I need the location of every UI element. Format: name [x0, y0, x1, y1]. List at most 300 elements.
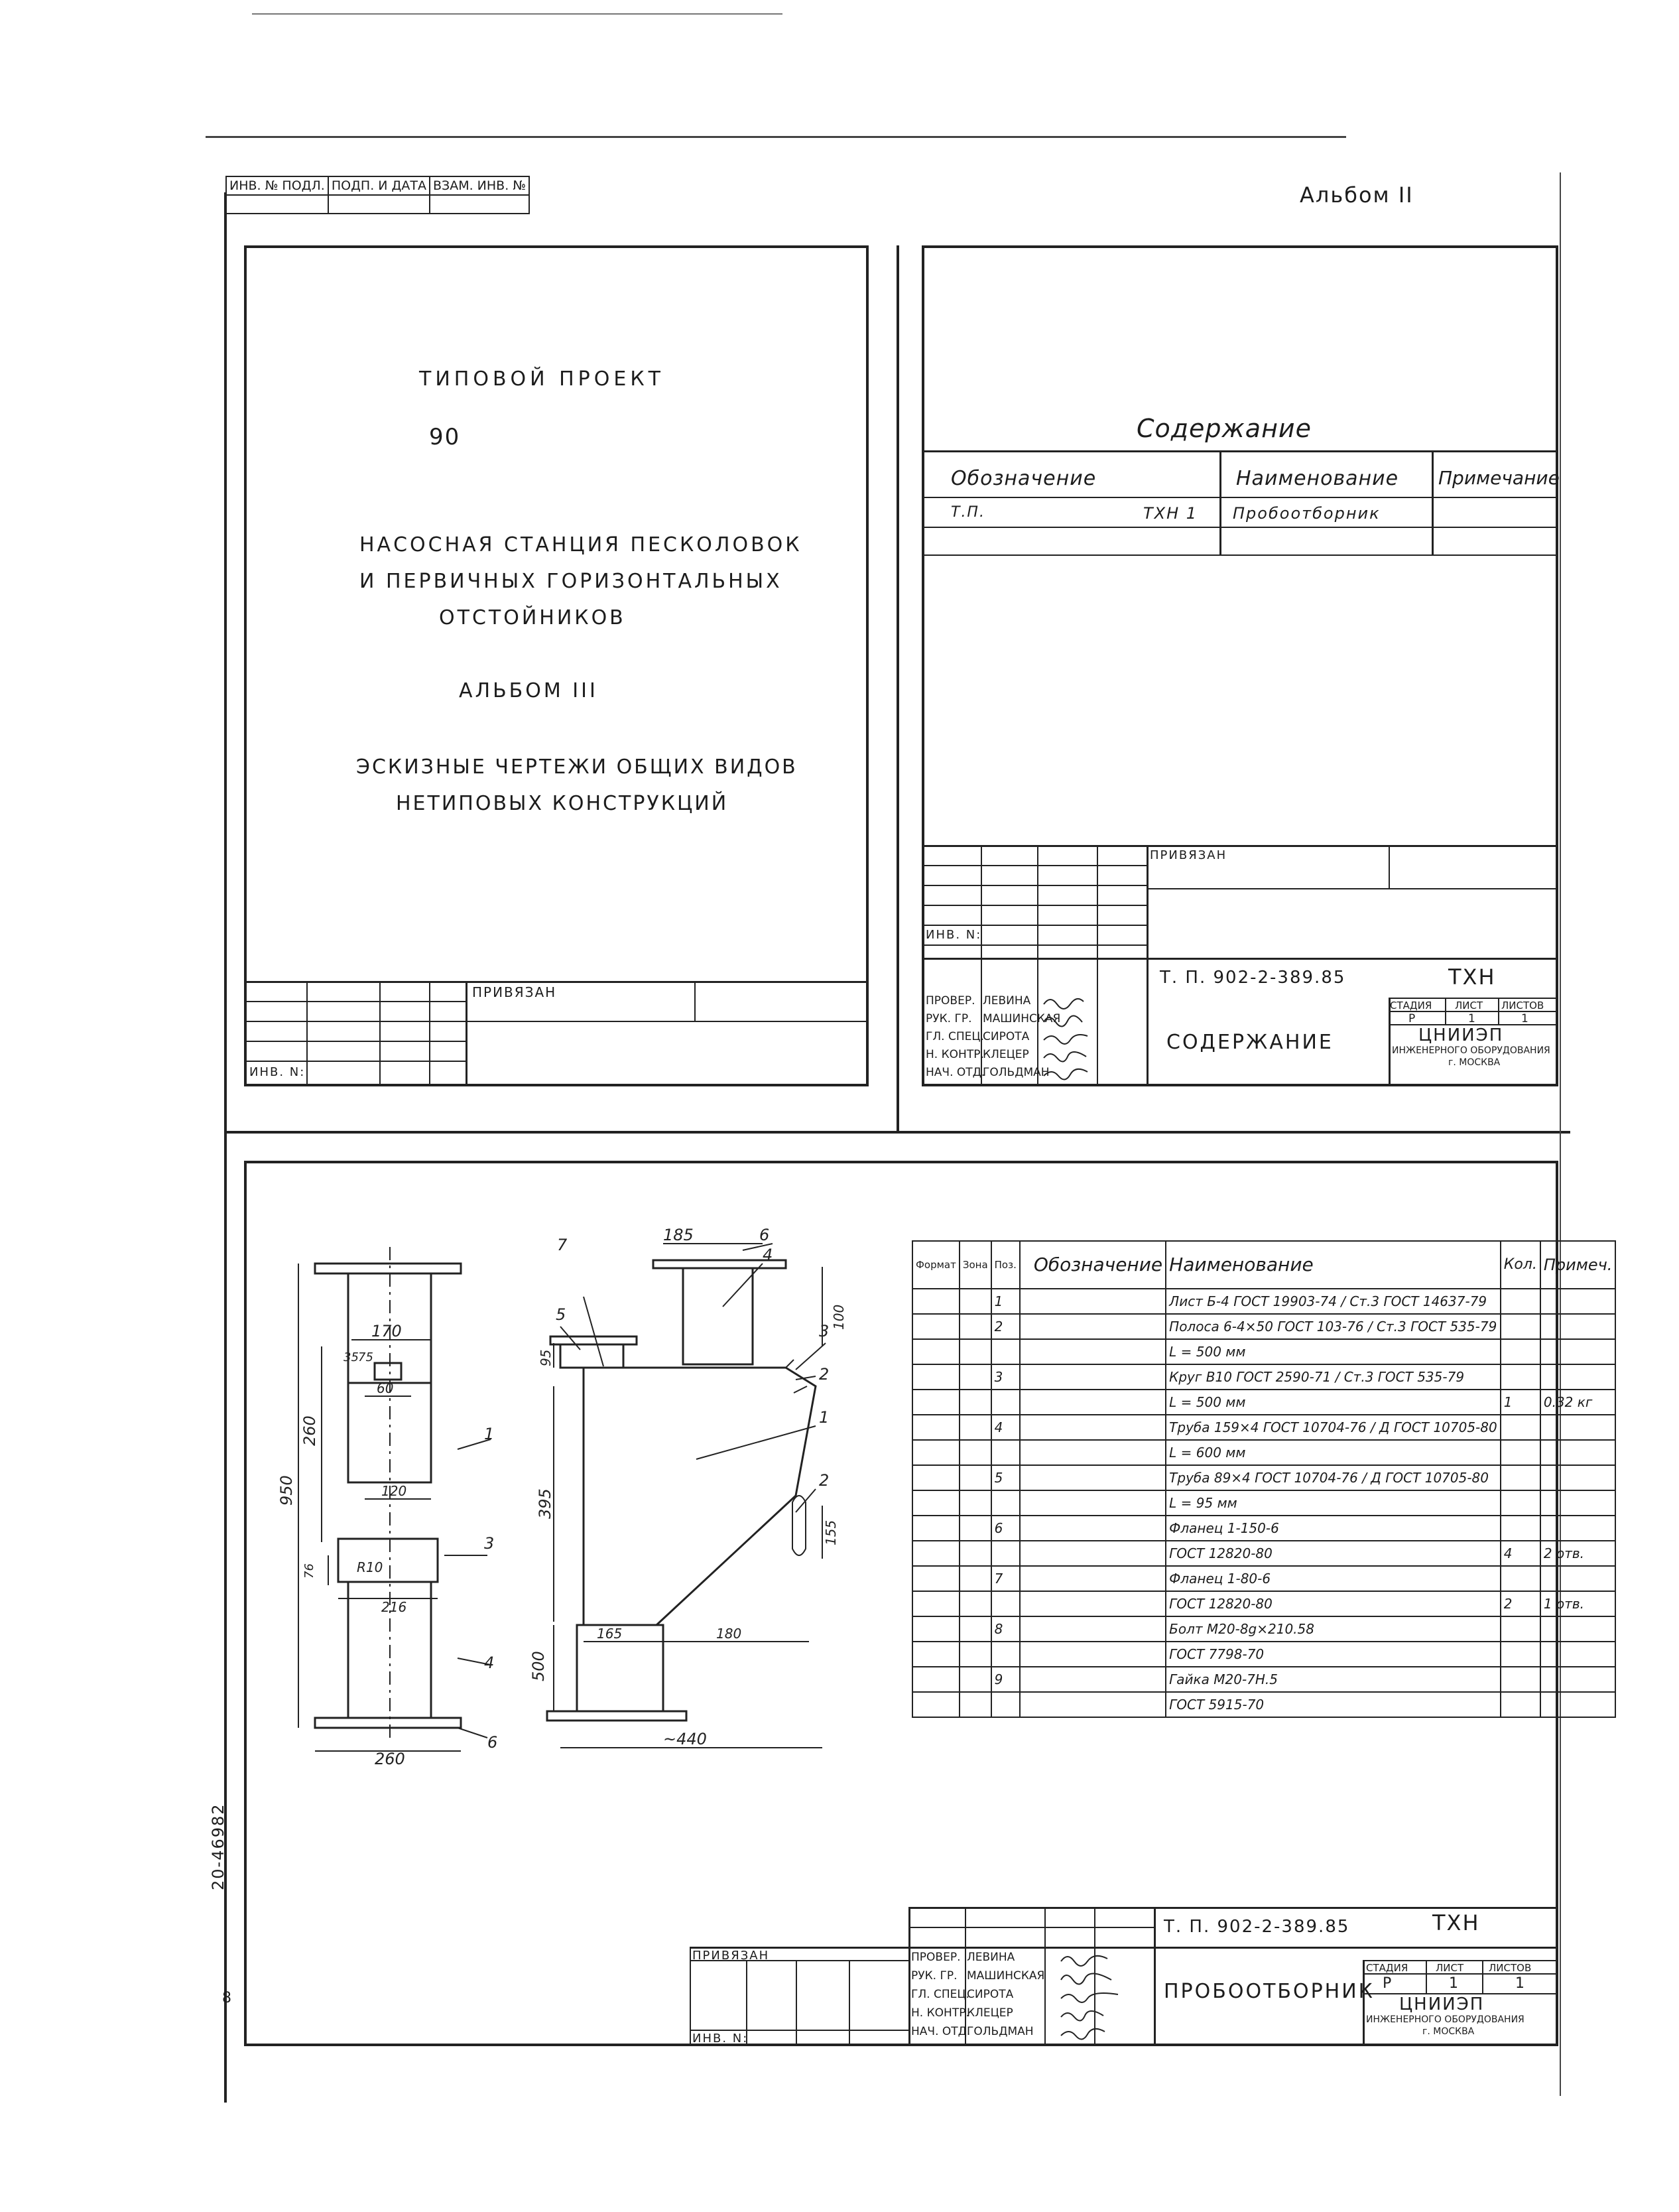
stamp2-line — [908, 1927, 1154, 1928]
dim-170: 170 — [371, 1322, 402, 1340]
stamp1-person: ГОЛЬДМАН — [983, 1066, 1050, 1079]
spec-cell-empty — [1020, 1390, 1166, 1415]
title-line-3: НАСОСНАЯ СТАНЦИЯ ПЕСКОЛОВОК — [359, 533, 802, 556]
stamp1-line — [1147, 888, 1556, 889]
callout-4-right: 4 — [763, 1246, 773, 1264]
spec-cell-pos: 5 — [991, 1465, 1020, 1490]
spec-cell-pos — [991, 1591, 1020, 1616]
spec-cell-empty — [960, 1667, 991, 1692]
spec-cell-qty — [1501, 1490, 1540, 1516]
vzam-inv-label: ВЗАМ. ИНВ. № — [430, 176, 529, 195]
spec-cell-note: 2 отв. — [1540, 1541, 1616, 1566]
spec-cell-empty — [960, 1591, 991, 1616]
stamp2-col — [796, 1960, 797, 2046]
ts-stamp-col — [694, 981, 696, 1021]
title-line-1: ТИПОВОЙ ПРОЕКТ — [419, 367, 664, 391]
spec-row — [912, 1667, 1615, 1692]
ts-stamp-col — [379, 981, 381, 1084]
spec-cell-qty — [1501, 1516, 1540, 1541]
stamp1-line — [1389, 998, 1556, 999]
album-corner-label: Альбом II — [1300, 182, 1414, 208]
stamp2-roles — [911, 1948, 970, 2041]
callout-7-right: 7 — [557, 1236, 568, 1254]
spec-cell-empty — [1020, 1289, 1166, 1314]
spec-cell-qty: 2 — [1501, 1591, 1540, 1616]
spec-cell-empty — [1020, 1667, 1166, 1692]
stamp2-col — [1363, 1960, 1365, 2046]
spec-cell-empty — [912, 1516, 960, 1541]
spec-cell-note — [1540, 1339, 1616, 1364]
spec-header-name: Наименование — [1166, 1241, 1501, 1289]
contents-rule — [924, 527, 1556, 528]
dim-260-h: 260 — [375, 1750, 405, 1768]
dim-155: 155 — [823, 1520, 839, 1545]
spec-row — [912, 1516, 1615, 1541]
stamp1-col — [1498, 998, 1499, 1024]
spec-cell-empty — [912, 1390, 960, 1415]
podp-data-label: ПОДП. И ДАТА — [328, 176, 430, 195]
spec-cell-pos: 9 — [991, 1667, 1020, 1692]
dim-100: 100 — [831, 1304, 847, 1330]
dim-75: 75 — [358, 1350, 373, 1364]
contents-row-name: Пробоотборник — [1233, 504, 1381, 523]
spec-cell-name: Труба 89×4 ГОСТ 10704-76 / Д ГОСТ 10705-80 — [1166, 1465, 1501, 1490]
callout-6-right: 6 — [759, 1226, 770, 1244]
stamp1-col — [1097, 845, 1098, 1084]
spec-cell-empty — [960, 1642, 991, 1667]
top-stamp — [225, 176, 530, 214]
stamp2-line — [690, 2030, 908, 2031]
spec-row — [912, 1566, 1615, 1591]
spec-cell-empty — [912, 1642, 960, 1667]
dim-950: 950 — [277, 1475, 296, 1506]
stamp1-stadiya: СТАДИЯ — [1390, 1000, 1432, 1011]
spec-cell-pos — [991, 1490, 1020, 1516]
ts-stamp-line — [247, 1001, 466, 1002]
spec-cell-pos: 3 — [991, 1364, 1020, 1390]
spec-cell-note — [1540, 1415, 1616, 1440]
sampler-drawing — [259, 1187, 922, 1784]
title-line-5: ОТСТОЙНИКОВ — [439, 606, 626, 629]
spec-cell-empty — [912, 1490, 960, 1516]
spec-row — [912, 1541, 1615, 1566]
bottom-flange-right — [547, 1711, 686, 1721]
ts-stamp-col — [429, 981, 430, 1084]
spec-cell-qty — [1501, 1415, 1540, 1440]
stamp1-mark: ТХН — [1448, 964, 1496, 990]
dim-500: 500 — [529, 1651, 548, 1681]
stamp1-org-sub: ИНЖЕНЕРНОГО ОБОРУДОВАНИЯ — [1392, 1045, 1550, 1056]
spec-header-note: Примеч. — [1540, 1241, 1616, 1289]
ts-stamp-col — [306, 981, 308, 1084]
stamp1-line — [924, 885, 1147, 886]
strip-loop — [338, 1539, 438, 1582]
callout-3-left: 3 — [484, 1534, 495, 1553]
stamp2-person: КЛЕЦЕР — [967, 2006, 1013, 2020]
stamp2-col — [1482, 1960, 1483, 1993]
spec-cell-empty — [960, 1339, 991, 1364]
spec-cell-name: L = 600 мм — [1166, 1440, 1501, 1465]
spec-row — [912, 1490, 1615, 1516]
dim-95: 95 — [538, 1349, 554, 1366]
scan-artifact — [206, 136, 1346, 138]
stamp2 — [690, 1907, 1558, 2046]
spec-cell-empty — [912, 1440, 960, 1465]
scan-artifact — [252, 13, 782, 15]
callout-1-right: 1 — [819, 1408, 830, 1427]
spec-cell-empty — [1020, 1490, 1166, 1516]
pipe-right — [683, 1268, 753, 1364]
stamp2-col — [1426, 1960, 1427, 1993]
spec-row — [912, 1465, 1615, 1490]
spec-cell-qty — [1501, 1566, 1540, 1591]
stamp2-signatures — [1048, 1948, 1147, 2044]
stamp2-code: Т. П. 902-2-389.85 — [1164, 1917, 1350, 1937]
spec-cell-note — [1540, 1314, 1616, 1339]
spec-cell-note — [1540, 1465, 1616, 1490]
ts-stamp-line — [247, 1061, 466, 1062]
stamp1-role: ПРОВЕР. — [926, 994, 975, 1008]
callout-1-left: 1 — [484, 1425, 495, 1443]
stamp2-list: ЛИСТ — [1436, 1962, 1464, 1974]
contents-sheet — [922, 245, 1558, 1086]
callout-2b-right: 2 — [819, 1365, 830, 1384]
spec-cell-qty: 4 — [1501, 1541, 1540, 1566]
spec-cell-note — [1540, 1692, 1616, 1717]
stamp2-org-city: г. МОСКВА — [1422, 2026, 1475, 2037]
spec-row — [912, 1289, 1615, 1314]
spec-cell-name: L = 95 мм — [1166, 1490, 1501, 1516]
spec-cell-pos: 2 — [991, 1314, 1020, 1339]
spec-cell-note — [1540, 1566, 1616, 1591]
spec-cell-empty — [960, 1516, 991, 1541]
spec-cell-empty — [912, 1566, 960, 1591]
spec-cell-qty — [1501, 1642, 1540, 1667]
spec-cell-qty — [1501, 1692, 1540, 1717]
bottom-flange — [315, 1718, 461, 1728]
spec-header-format: Формат — [912, 1241, 960, 1289]
stamp2-person: ГОЛЬДМАН — [967, 2025, 1034, 2038]
title-line-4: И ПЕРВИЧНЫХ ГОРИЗОНТАЛЬНЫХ — [359, 570, 782, 593]
spec-cell-empty — [960, 1490, 991, 1516]
stamp1-code: Т. П. 902-2-389.85 — [1160, 968, 1346, 988]
stamp2-list-value: 1 — [1449, 1975, 1460, 1992]
spec-cell-empty — [1020, 1465, 1166, 1490]
stamp1-role: РУК. ГР. — [926, 1012, 972, 1025]
stamp2-org: ЦНИИЭП — [1399, 1994, 1485, 2014]
callout-2-right: 2 — [819, 1471, 830, 1490]
spec-cell-empty — [960, 1415, 991, 1440]
spec-cell-empty — [1020, 1692, 1166, 1717]
spec-cell-pos: 8 — [991, 1616, 1020, 1642]
ts-stamp-col — [466, 981, 467, 1084]
stamp2-person: МАШИНСКАЯ — [967, 1969, 1045, 1983]
spec-cell-qty — [1501, 1616, 1540, 1642]
ts-privyazan: ПРИВЯЗАН — [472, 984, 557, 1000]
spec-header-designation: Обозначение — [1020, 1241, 1166, 1289]
stamp1-list-value: 1 — [1468, 1012, 1477, 1025]
spec-cell-name: L = 500 мм — [1166, 1339, 1501, 1364]
spec-cell-note — [1540, 1440, 1616, 1465]
stamp1-org: ЦНИИЭП — [1418, 1025, 1504, 1045]
stamp2-top — [908, 1907, 1558, 1909]
contents-col — [1219, 450, 1221, 554]
stamp1-mid — [924, 958, 1556, 960]
spec-cell-empty — [960, 1616, 991, 1642]
spec-cell-pos: 7 — [991, 1566, 1020, 1591]
stamp1-person: КЛЕЦЕР — [983, 1048, 1029, 1061]
spec-cell-empty — [1020, 1616, 1166, 1642]
spec-cell-empty — [1020, 1339, 1166, 1364]
spec-cell-name: Гайка М20-7Н.5 — [1166, 1667, 1501, 1692]
spec-header-qty: Кол. — [1501, 1241, 1540, 1289]
title-sheet — [244, 245, 869, 1086]
spec-row — [912, 1314, 1615, 1339]
stamp1-line — [924, 944, 1147, 946]
dim-185: 185 — [663, 1226, 694, 1244]
spec-cell-empty — [912, 1364, 960, 1390]
stamp2-line — [1363, 1960, 1558, 1961]
ts-stamp-line — [247, 1041, 466, 1042]
spec-cell-name: Фланец 1-80-6 — [1166, 1566, 1501, 1591]
contents-title: Содержание — [1137, 414, 1312, 443]
title-line-2: 90 — [429, 424, 461, 450]
spec-cell-note — [1540, 1490, 1616, 1516]
callout-5-right: 5 — [556, 1305, 566, 1324]
branch-flange — [550, 1336, 637, 1344]
spec-cell-pos — [991, 1541, 1020, 1566]
stamp2-col — [690, 1947, 691, 2046]
stamp1-col — [1147, 845, 1149, 1084]
stamp2-col — [849, 1960, 850, 2046]
spec-cell-name: ГОСТ 5915-70 — [1166, 1692, 1501, 1717]
contents-rule — [924, 450, 1556, 452]
spec-cell-qty — [1501, 1364, 1540, 1390]
stamp2-org-sub: ИНЖЕНЕРНОГО ОБОРУДОВАНИЯ — [1366, 2014, 1524, 2025]
spec-header-pos: Поз. — [991, 1241, 1020, 1289]
spec-cell-qty — [1501, 1289, 1540, 1314]
dim-395: 395 — [536, 1488, 554, 1519]
spec-cell-note — [1540, 1616, 1616, 1642]
frame-center-line — [897, 245, 899, 1131]
stamp1-signatures — [1038, 992, 1095, 1082]
callout-6-left: 6 — [487, 1733, 498, 1752]
handle-top — [375, 1363, 401, 1380]
spec-cell-empty — [960, 1541, 991, 1566]
spec-cell-empty — [1020, 1440, 1166, 1465]
stamp1-inv: ИНВ. N: — [926, 928, 982, 942]
stamp2-stadiya-value: Р — [1383, 1975, 1393, 1992]
stamp2-col — [1154, 1907, 1156, 2046]
spec-cell-note — [1540, 1642, 1616, 1667]
stamp2-role: ПРОВЕР. — [911, 1951, 961, 1964]
contents-rule — [924, 497, 1556, 498]
stamp1-stadiya-value: Р — [1408, 1012, 1417, 1025]
dim-120: 120 — [381, 1483, 407, 1499]
spec-cell-empty — [960, 1692, 991, 1717]
spec-cell-pos: 4 — [991, 1415, 1020, 1440]
spec-cell-empty — [1020, 1541, 1166, 1566]
ts-stamp-line — [247, 1021, 866, 1022]
spec-cell-qty — [1501, 1339, 1540, 1364]
spec-cell-empty — [912, 1415, 960, 1440]
stamp1-roles — [926, 992, 985, 1082]
spec-cell-empty — [912, 1541, 960, 1566]
spec-cell-note — [1540, 1364, 1616, 1390]
spec-row — [912, 1390, 1615, 1415]
contents-row-tp: Т.П. — [951, 504, 985, 521]
ts-stamp-top — [247, 981, 866, 983]
spec-cell-name: ГОСТ 7798-70 — [1166, 1642, 1501, 1667]
spec-cell-empty — [1020, 1591, 1166, 1616]
dim-216: 216 — [381, 1599, 407, 1615]
spec-cell-name: ГОСТ 12820-80 — [1166, 1591, 1501, 1616]
spec-cell-empty — [912, 1616, 960, 1642]
inv-podl-label: ИНВ. № ПОДЛ. — [226, 176, 328, 195]
spec-body — [912, 1289, 1615, 1717]
spec-cell-qty — [1501, 1465, 1540, 1490]
stamp1-role: Н. КОНТР. — [926, 1048, 984, 1061]
side-num2: 8 — [222, 1990, 233, 2006]
frame-mid-line — [224, 1131, 1570, 1134]
spec-cell-pos — [991, 1642, 1020, 1667]
dim-165: 165 — [597, 1626, 623, 1642]
stamp2-role: НАЧ. ОТД. — [911, 2025, 971, 2038]
spec-cell-empty — [1020, 1314, 1166, 1339]
spec-cell-pos — [991, 1440, 1020, 1465]
stamp2-people — [967, 1948, 1044, 2041]
spec-cell-empty — [912, 1289, 960, 1314]
spec-row — [912, 1339, 1615, 1364]
title-line-7: ЭСКИЗНЫЕ ЧЕРТЕЖИ ОБЩИХ ВИДОВ — [356, 755, 798, 779]
dim-60: 60 — [377, 1380, 394, 1396]
stamp1-person: СИРОТА — [983, 1030, 1030, 1043]
spec-cell-empty — [960, 1289, 991, 1314]
spec-row — [912, 1642, 1615, 1667]
spec-cell-name: L = 500 мм — [1166, 1390, 1501, 1415]
spec-cell-name: Фланец 1-150-6 — [1166, 1516, 1501, 1541]
spec-cell-empty — [912, 1339, 960, 1364]
dim-35: 35 — [343, 1350, 359, 1364]
stamp2-role: РУК. ГР. — [911, 1969, 958, 1983]
callout-3-right: 3 — [819, 1322, 830, 1340]
spec-cell-note — [1540, 1289, 1616, 1314]
contents-row-code: ТХН 1 — [1143, 504, 1198, 523]
title-line-8: НЕТИПОВЫХ КОНСТРУКЦИЙ — [396, 792, 729, 815]
spec-cell-empty — [1020, 1566, 1166, 1591]
stamp1-top — [924, 845, 1556, 847]
spec-cell-empty — [960, 1440, 991, 1465]
contents-col-note: Примечание — [1438, 467, 1560, 489]
stamp1-name: СОДЕРЖАНИЕ — [1166, 1031, 1334, 1054]
spec-cell-note: 1 отв. — [1540, 1591, 1616, 1616]
spec-row — [912, 1616, 1615, 1642]
spec-cell-note: 0.32 кг — [1540, 1390, 1616, 1415]
stamp2-person: ЛЕВИНА — [967, 1951, 1015, 1964]
frame-right-line — [1560, 172, 1561, 2096]
body-right — [584, 1368, 816, 1625]
dim-180: 180 — [716, 1626, 742, 1642]
spec-cell-empty — [960, 1465, 991, 1490]
stamp2-privyazan: ПРИВЯЗАН — [692, 1949, 770, 1963]
spec-cell-pos — [991, 1692, 1020, 1717]
dim-r10: R10 — [357, 1559, 383, 1575]
stamp1-line — [924, 905, 1147, 906]
spec-cell-name: Труба 159×4 ГОСТ 10704-76 / Д ГОСТ 10705-80 — [1166, 1415, 1501, 1440]
spec-cell-empty — [912, 1465, 960, 1490]
stamp1-org-city: г. МОСКВА — [1448, 1057, 1501, 1068]
spec-cell-empty — [1020, 1415, 1166, 1440]
spec-cell-pos — [991, 1339, 1020, 1364]
spec-cell-empty — [1020, 1642, 1166, 1667]
spec-cell-empty — [960, 1390, 991, 1415]
stamp1-person: ЛЕВИНА — [983, 994, 1031, 1008]
dim-440: ~440 — [663, 1730, 707, 1748]
stamp2-role: Н. КОНТР. — [911, 2006, 969, 2020]
spec-cell-note — [1540, 1667, 1616, 1692]
side-number: 20-46982 — [209, 1803, 227, 1890]
stamp1-listov-value: 1 — [1521, 1012, 1530, 1025]
dim-260-v: 260 — [300, 1415, 319, 1446]
spec-row — [912, 1364, 1615, 1390]
spec-cell-name: Лист Б-4 ГОСТ 19903-74 / Ст.3 ГОСТ 14637-79 — [1166, 1289, 1501, 1314]
contents-col-name: Наименование — [1236, 467, 1399, 490]
spec-cell-name: Полоса 6-4×50 ГОСТ 103-76 / Ст.3 ГОСТ 535-79 — [1166, 1314, 1501, 1339]
top-flange — [315, 1264, 461, 1273]
dim-76: 76 — [302, 1563, 316, 1579]
spec-cell-qty — [1501, 1314, 1540, 1339]
spec-cell-name: Болт М20-8g×210.58 — [1166, 1616, 1501, 1642]
spec-cell-name: Круг В10 ГОСТ 2590-71 / Ст.3 ГОСТ 535-79 — [1166, 1364, 1501, 1390]
spec-cell-empty — [912, 1692, 960, 1717]
contents-col — [1432, 450, 1434, 554]
stamp2-listov-value: 1 — [1515, 1975, 1526, 1992]
spec-cell-empty — [912, 1667, 960, 1692]
spec-cell-empty — [1020, 1364, 1166, 1390]
spec-cell-note — [1540, 1516, 1616, 1541]
title-line-6: АЛЬБОМ III — [459, 679, 598, 702]
spec-cell-empty — [960, 1314, 991, 1339]
spec-cell-qty: 1 — [1501, 1390, 1540, 1415]
spec-cell-pos: 1 — [991, 1289, 1020, 1314]
spec-cell-empty — [912, 1591, 960, 1616]
stamp2-mark: ТХН — [1432, 1910, 1480, 1935]
spec-cell-empty — [960, 1566, 991, 1591]
stamp1-line — [924, 865, 1147, 866]
spec-cell-pos: 6 — [991, 1516, 1020, 1541]
stamp2-stadiya: СТАДИЯ — [1366, 1962, 1408, 1974]
stamp1-privyazan: ПРИВЯЗАН — [1150, 848, 1227, 862]
spec-cell-empty — [960, 1364, 991, 1390]
stamp2-inv: ИНВ. N: — [692, 2032, 749, 2046]
spec-cell-empty — [1020, 1516, 1166, 1541]
spec-row — [912, 1440, 1615, 1465]
stamp1-line — [924, 925, 1147, 926]
spec-row — [912, 1591, 1615, 1616]
spec-cell-qty — [1501, 1440, 1540, 1465]
spec-header-zone: Зона — [960, 1241, 991, 1289]
callout-4-left: 4 — [484, 1654, 495, 1672]
stamp2-name: ПРОБООТБОРНИК — [1164, 1980, 1375, 2003]
stamp2-listov: ЛИСТОВ — [1489, 1962, 1532, 1974]
spec-cell-name: ГОСТ 12820-80 — [1166, 1541, 1501, 1566]
branch-pipe — [560, 1344, 623, 1368]
stamp1-list: ЛИСТ — [1455, 1000, 1483, 1011]
spec-table — [912, 1240, 1616, 1718]
stamp1-col — [1389, 845, 1390, 888]
stamp1-col — [1445, 998, 1446, 1024]
stamp1-person: МАШИНСКАЯ — [983, 1012, 1061, 1025]
